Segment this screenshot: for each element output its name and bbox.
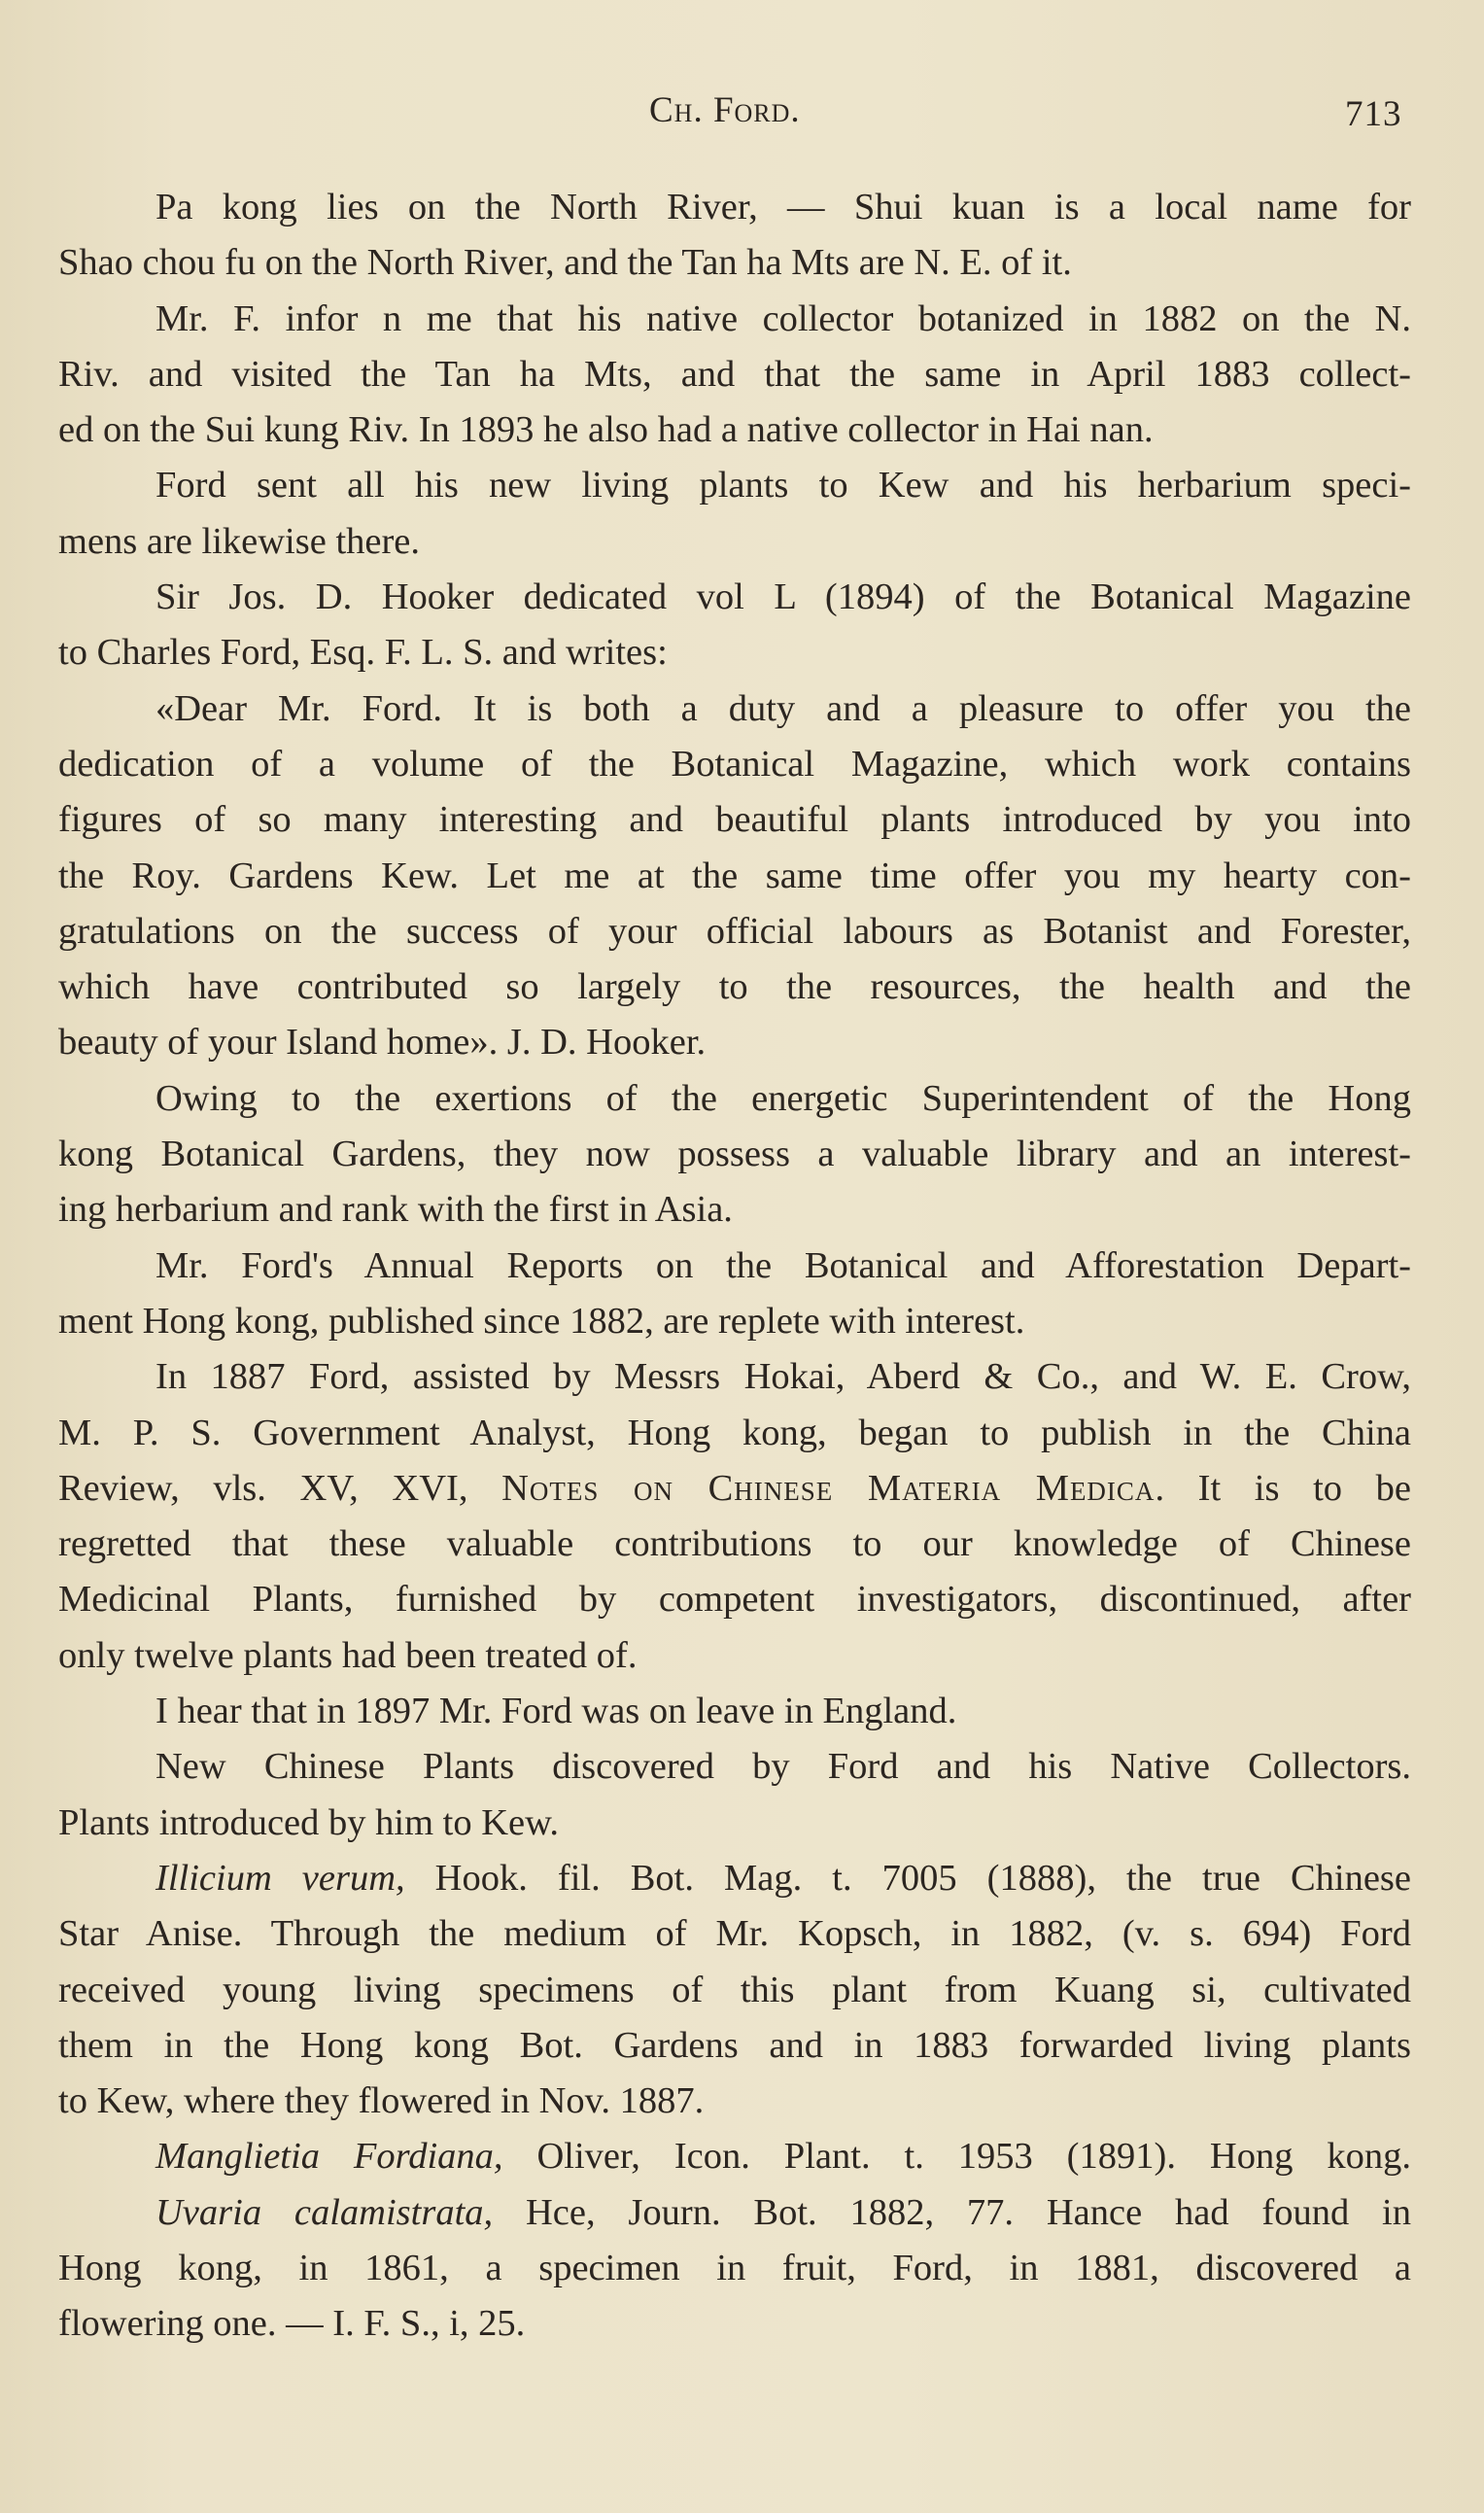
text-line: [58, 1461, 1411, 1517]
text-line: ed on the Sui kung Riv. In 1893 he also had a native collector in Hai nan.: [58, 409, 1154, 451]
species-name: Manglietia Fordiana,: [155, 2136, 503, 2178]
text-line: Hong kong, in 1861, a specimen in fruit, Ford, in 1881, discovered a: [58, 2247, 1411, 2288]
text-line: Mr. F. infor n me that his native collector botanized in 1882 on the N.: [155, 297, 1411, 339]
text-run: . It is to be: [1155, 1467, 1411, 1509]
text-line: Plants introduced by him to Kew.: [58, 1801, 560, 1843]
text-line: Pa kong lies on the North River, — Shui kuan is a local name for: [155, 187, 1411, 227]
text-line: Mr. Ford's Annual Reports on the Botanical and Afforestation Depart-: [155, 1244, 1411, 1286]
running-head: [0, 89, 1484, 148]
text-line: mens are likewise there.: [58, 520, 421, 562]
text-run: Hce, Journ. Bot. 1882, 77. Hance had found in: [493, 2191, 1411, 2233]
text-line: figures of so many interesting and beautiful plants introduced by you into: [58, 799, 1411, 841]
text-line: dedication of a volume of the Botanical Magazine, which work contains: [58, 743, 1411, 785]
text-line: ing herbarium and rank with the first in Asia.: [58, 1189, 733, 1231]
text-line: to Kew, where they flowered in Nov. 1887.: [58, 2080, 705, 2122]
text-run: Oliver, Icon. Plant. t. 1953 (1891). Hong kong.: [502, 2136, 1411, 2178]
small-caps-title: Notes on Chinese Materia Medica: [501, 1467, 1156, 1509]
text-run: Review, vls. XV, XVI,: [58, 1467, 502, 1509]
text-line: gratulations on the success of your official labours as Botanist and Forester,: [58, 910, 1411, 952]
text-line: M. P. S. Government Analyst, Hong kong, began to publish in the China: [58, 1412, 1411, 1453]
text-line: Star Anise. Through the medium of Mr. Kopsch, in 1882, (v. s. 694) Ford: [58, 1913, 1411, 1955]
text-line: Riv. and visited the Tan ha Mts, and that the same in April 1883 collect-: [58, 353, 1411, 395]
text-line: I hear that in 1897 Mr. Ford was on leave in England.: [155, 1691, 957, 1732]
text-line: In 1887 Ford, assisted by Messrs Hokai, Aberd & Co., and W. E. Crow,: [155, 1356, 1411, 1398]
text-line: regretted that these valuable contributions to our knowledge of Chinese: [58, 1523, 1411, 1565]
species-name: Illicium verum,: [155, 1857, 405, 1899]
text-line: flowering one. — I. F. S., i, 25.: [58, 2303, 526, 2345]
text-line: to Charles Ford, Esq. F. L. S. and writes:: [58, 632, 668, 674]
text-line: Ford sent all his new living plants to Kew and his herbarium speci-: [155, 465, 1411, 506]
species-name: Uvaria calamistrata,: [155, 2191, 494, 2233]
text-line: which have contributed so largely to the resources, the health and the: [58, 966, 1411, 1008]
text-run: Hook. fil. Bot. Mag. t. 7005 (1888), the true Chinese: [404, 1857, 1411, 1899]
text-line: only twelve plants had been treated of.: [58, 1634, 638, 1676]
text-line: the Roy. Gardens Kew. Let me at the same time offer you my hearty con-: [58, 855, 1411, 896]
text-line: [58, 1851, 1411, 1906]
text-line: [58, 2185, 1411, 2241]
text-line: Sir Jos. D. Hooker dedicated vol L (1894) of the Botanical Magazine: [155, 576, 1411, 618]
text-line: «Dear Mr. Ford. It is both a duty and a pleasure to offer you the: [155, 687, 1411, 729]
text-line: New Chinese Plants discovered by Ford and his Native Collectors.: [155, 1746, 1411, 1788]
page-number: 713: [1345, 94, 1402, 134]
text-line: them in the Hong kong Bot. Gardens and in 1883 forwarded living plants: [58, 2024, 1411, 2066]
text-line: [58, 2129, 1411, 2184]
text-line: kong Botanical Gardens, they now possess a valuable library and an interest-: [58, 1134, 1411, 1175]
text-line: Shao chou fu on the North River, and the Tan ha Mts are N. E. of it.: [58, 242, 1072, 284]
text-line: Owing to the exertions of the energetic Superintendent of the Hong: [155, 1077, 1411, 1119]
text-line: received young living specimens of this plant from Kuang si, cultivated: [58, 1969, 1411, 2010]
running-title: Ch. Ford.: [649, 90, 801, 130]
text-line: beauty of your Island home». J. D. Hooker.: [58, 1022, 707, 1064]
body-text: [58, 180, 1411, 2353]
text-line: ment Hong kong, published since 1882, are replete with interest.: [58, 1300, 1025, 1342]
text-line: Medicinal Plants, furnished by competent investigators, discontinued, after: [58, 1579, 1411, 1621]
